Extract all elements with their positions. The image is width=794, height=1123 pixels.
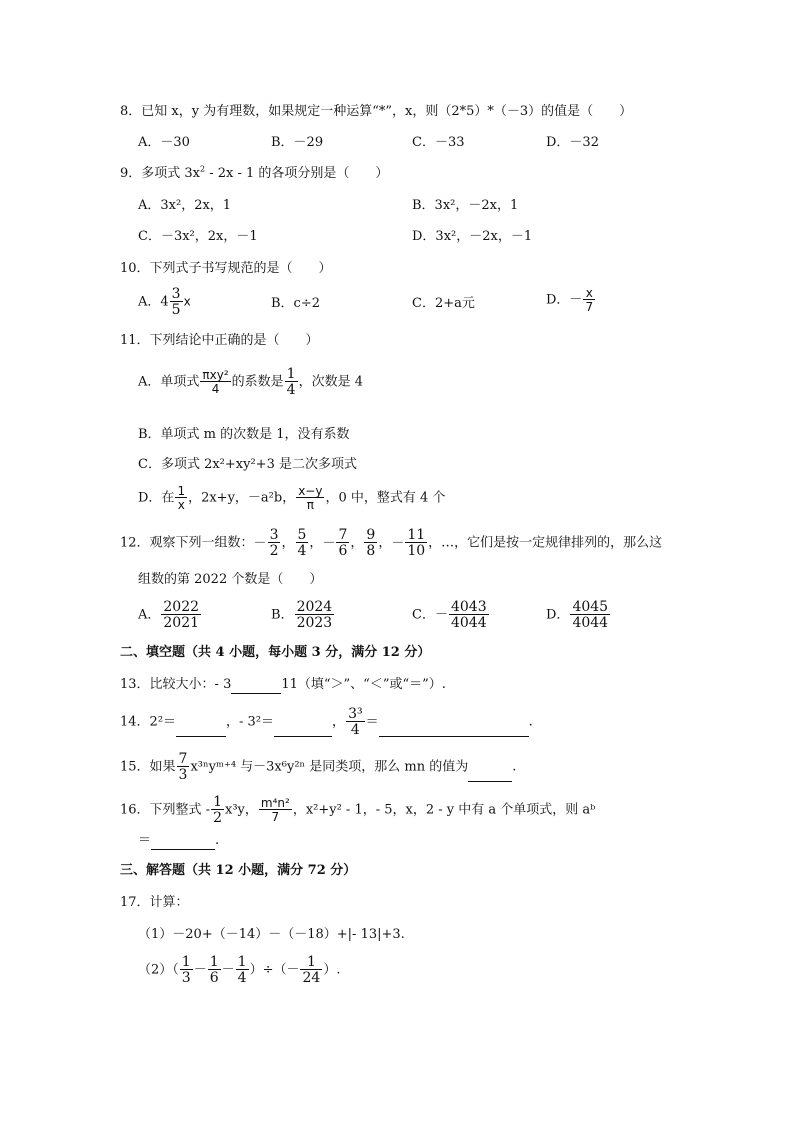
q12-line2: 组数的第 2022 个数是（ ） [138,572,323,587]
q11-a-coef-fraction: $\frac{1}{4}$ [286,366,296,398]
q8-option-b: B．－29 [271,135,324,150]
q10-d-fraction: $\frac{x}{7}$ [585,286,594,314]
q9-option-c: C．－3x²，2x，－1 [138,229,258,244]
q8-stem: 8．已知 x，y 为有理数，如果规定一种运算“*”，x，则（2*5）*（－3）的值是（ ） [120,104,633,119]
q9-stem-pre: 9．多项式 3x [120,166,201,181]
q15-fraction: $\frac{7}{3}$ [178,751,188,783]
q10-stem: 10．下列式子书写规范的是（ ） [120,261,332,276]
q14-pre: 14．2²＝ [120,714,177,730]
q14-mid: ，- 3²＝ [226,714,275,730]
q11-d-mid: ，2x+y，－a²b， [188,490,296,506]
section-2-heading: 二、填空题（共 4 小题，每小题 3 分，满分 12 分） [120,645,431,660]
q10-d-label: D．－ [546,292,583,308]
q16-pre: 16．下列整式 - [120,802,211,818]
q9-option-b: B．3x²，－2x，1 [412,198,519,213]
q8-option-d: D．－32 [546,135,599,150]
q15-pre: 15．如果 [120,759,176,775]
q10-option-a [138,287,191,317]
q16 [120,795,595,825]
q9-option-d: D．3x²，－2x，－1 [412,229,533,244]
q13 [120,676,446,694]
q12-seq-2: $\frac{5}{4}$ [297,527,307,559]
q8-option-c: C．－33 [412,135,465,150]
q11-a-label: A．单项式 [138,374,200,390]
q10-option-c: C．2+a元 [412,296,475,311]
q10-a-tail: x [183,294,191,309]
q14-fraction: $\frac{\text{3³}}{4}$ [348,706,363,738]
q17-part-1: （1）－20+（－14）－（－18）+|- 13|+3. [138,927,405,942]
q10-a-fraction: $\frac{3}{5}$ [171,286,181,318]
q12-seq-3: － $\frac{7}{6}$ [322,527,348,559]
q17-stem: 17．计算： [120,895,189,910]
q10-option-b: B．c÷2 [271,296,320,311]
q9-stem: 9．多项式 $3x^2 - 2x - 1$ 的各项分别是（ ） [120,164,389,181]
q10-a-label: A．4 [138,294,169,310]
q15-mid: x³ⁿyᵐ⁺⁴ 与－3x⁶y²ⁿ 是同类项，那么 mn 的值为 [190,759,469,775]
section-3-heading: 三、解答题（共 12 小题，满分 72 分） [120,863,357,878]
q11-a-mid: 的系数是 [231,374,284,390]
q12-option-a: A． $\frac{2022}{2021}$ [138,599,200,631]
q8-option-a: A．－30 [138,135,190,150]
q11-d-label: D．在 [138,490,175,506]
q16-fraction-1: $\frac{1}{2}$ [213,794,222,826]
q13-pre: 13．比较大小：- 3 [120,677,232,692]
q14: 14．2²＝ ，- 3²＝ ， $\frac{\text{3³}}{4}$ ＝ . [120,706,533,738]
q10-option-d [546,287,596,313]
q9-option-a: A．3x²，2x，1 [138,198,232,213]
q16-fraction-2: $\frac{\text{m⁴n²}}{7}$ [260,796,290,824]
q11-a-fraction: $\frac{\text{πxy²}}{4}$ [202,368,229,396]
q12-stem: 12．观察下列一组数：－ $\frac{3}{2}$ ， $\frac{5}{4}$ ，－ $\frac{7}{6}$ ， $\frac{9}{8}$ ，－ $\frac{11}{10}$ ，…，它们是按一定规律排列的，那么这 [120,527,663,559]
q11-option-d [138,485,445,511]
q16-answer-blank[interactable] [151,835,215,850]
q11-option-b: B．单项式 m 的次数是 1，没有系数 [138,427,350,442]
q9-stem-post: - 2x - 1 的各项分别是（ ） [205,166,389,181]
q16-mid-2: ，x²+y² - 1，- 5，x，2 - y 中有 a 个单项式，则 aᵇ [292,802,596,818]
q17-part-2: （2）（ $\frac{1}{3}$ － $\frac{1}{6}$ － $\frac{1}{4}$ ）÷（－ $\frac{1}{24}$ ）. [138,954,341,986]
q11-d-fraction-1: $\frac{1}{x}$ [177,484,186,512]
q12-seq-4: $\frac{9}{8}$ [366,527,376,559]
q11-stem: 11．下列结论中正确的是（ ） [120,333,319,348]
q11-d-fraction-2: $\frac{x-y}{\pi}$ [298,484,323,512]
q12-option-b: B． $\frac{2024}{2023}$ [271,599,333,631]
q16-line2: ＝ . [138,833,220,848]
q13-post: 11（填“＞”、“＜”或“＝”）. [281,677,446,692]
q15: 15．如果 $\frac{7}{3}$ x³ⁿyᵐ⁺⁴ 与－3x⁶y²ⁿ 是同类项，那么 mn 的值为 . [120,751,517,783]
q11-option-c: C．多项式 2x²+xy²+3 是二次多项式 [138,457,357,472]
q14-blank-3[interactable] [379,722,529,737]
q12-stem-label: 12．观察下列一组数： [120,535,254,551]
q15-answer-blank[interactable] [468,767,512,782]
q11-d-tail: ，0 中，整式有 4 个 [325,490,446,506]
q12-stem-tail: ，…，它们是按一定规律排列的，那么这 [428,535,663,551]
q14-blank-2[interactable] [274,722,332,737]
q11-option-a [138,367,363,397]
q12-option-c: C．－ $\frac{4043}{4044}$ [412,599,487,631]
q13-answer-blank[interactable] [231,679,281,694]
q11-a-tail: ，次数是 4 [298,374,363,390]
q17-part-2-label: （2）（ [138,962,179,978]
q12-seq-1: － $\frac{3}{2}$ [253,527,279,559]
q12-option-d: D． $\frac{4045}{4044}$ [546,599,609,631]
q14-blank-1[interactable] [176,722,226,737]
q16-mid-1: x³y， [225,802,258,818]
q12-seq-5: － $\frac{11}{10}$ [391,527,426,559]
